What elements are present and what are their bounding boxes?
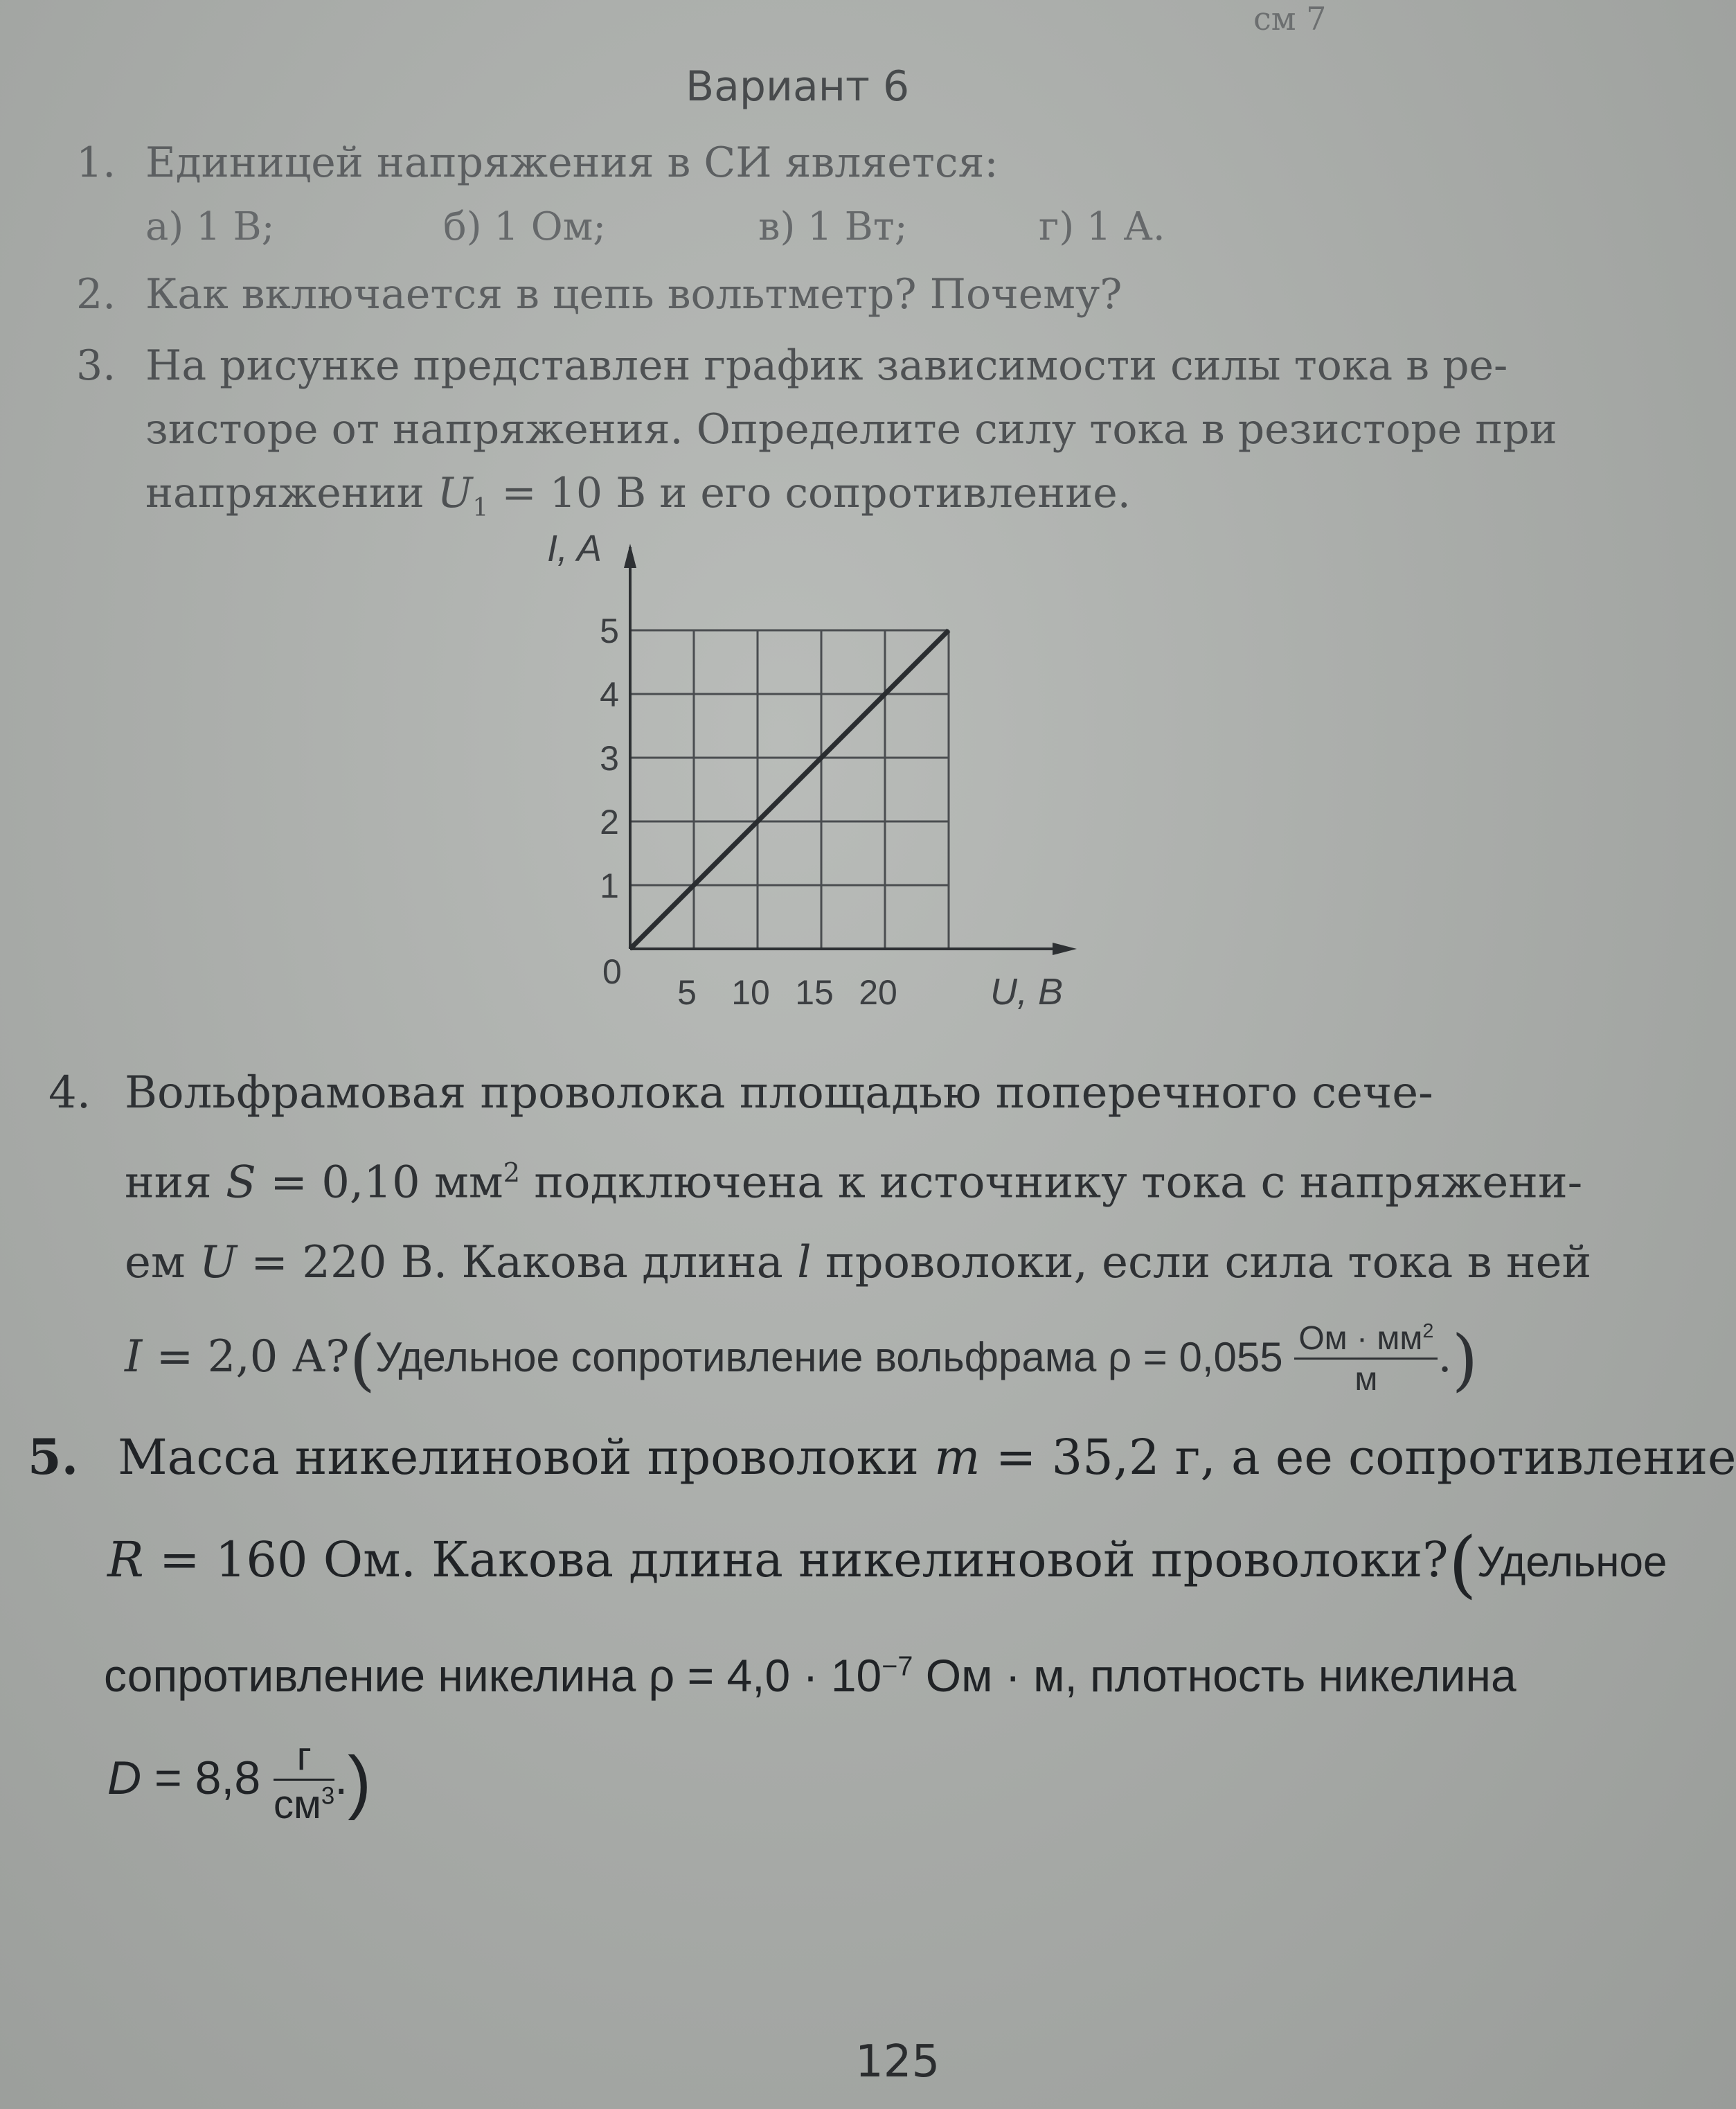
- variable-u: U: [199, 1237, 237, 1289]
- question-text: Единицей напряжения в СИ является:: [145, 139, 999, 187]
- y-axis-label: I, A: [547, 528, 602, 569]
- text-fragment: .: [1438, 1331, 1452, 1383]
- text-fragment: = 2,0 А?: [142, 1331, 350, 1383]
- fraction-denominator: см: [274, 1781, 321, 1827]
- open-paren: (: [1448, 1522, 1477, 1606]
- variant-title: Вариант 6: [686, 62, 910, 111]
- question-text-fragment: = 10 В и его сопротивление.: [488, 469, 1131, 517]
- x-tick-label: 10: [731, 973, 770, 1012]
- question-number: 4.: [48, 1067, 91, 1119]
- variable-l: l: [797, 1237, 812, 1289]
- text-fragment: Ом · м, плотность никелина: [913, 1650, 1516, 1701]
- variable-s: S: [226, 1157, 256, 1209]
- chart-series: [630, 630, 949, 949]
- question-4: [48, 1053, 1591, 1400]
- variable-u: U: [437, 469, 473, 517]
- fraction-numerator: Ом · мм: [1298, 1320, 1423, 1358]
- variable-r: R: [107, 1531, 144, 1588]
- question-2: [76, 270, 1122, 319]
- question-text-fragment: напряжении: [145, 469, 438, 517]
- fraction-denominator: м: [1354, 1360, 1378, 1398]
- question-text-line: зисторе от напряжения. Определите силу тока в резисторе при: [145, 405, 1557, 454]
- text-fragment: .: [334, 1752, 348, 1804]
- option-d: г) 1 А.: [1039, 204, 1165, 249]
- x-tick-label: 20: [859, 973, 897, 1012]
- text-fragment: = 0,10 мм: [256, 1157, 503, 1209]
- page-number: 125: [855, 2036, 940, 2088]
- y-tick-label: 3: [600, 739, 619, 778]
- open-paren: (: [349, 1321, 375, 1399]
- question-number: 5.: [28, 1428, 79, 1486]
- option-c: в) 1 Вт;: [758, 204, 908, 249]
- question-text-line: Вольфрамовая проволока площадью поперечного сече-: [125, 1067, 1433, 1119]
- y-tick-label: 5: [600, 612, 619, 650]
- series-line: [630, 630, 949, 949]
- x-axis-label: U, B: [990, 971, 1064, 1013]
- question-text-line: На рисунке представлен график зависимости силы тока в ре-: [145, 341, 1508, 390]
- variable-d: D: [107, 1752, 142, 1804]
- option-b: б) 1 Ом;: [443, 204, 607, 249]
- superscript: 2: [503, 1157, 521, 1189]
- superscript: 3: [321, 1782, 335, 1810]
- variable-i: I: [125, 1331, 143, 1383]
- origin-label: 0: [602, 952, 622, 991]
- option-a: а) 1 В;: [145, 204, 275, 249]
- subscript: 1: [472, 494, 489, 522]
- superscript: −7: [882, 1651, 913, 1682]
- x-tick-label: 15: [795, 973, 834, 1012]
- text-fragment: ем: [125, 1237, 199, 1289]
- resistivity-unit-fraction: [1294, 1321, 1438, 1399]
- question-number: 3.: [76, 341, 116, 390]
- close-paren: ): [1451, 1321, 1478, 1399]
- page-corner-text: см 7: [1253, 0, 1327, 37]
- question-number: 2.: [76, 270, 116, 319]
- text-fragment: подключена к источнику тока с напряжени-: [520, 1157, 1583, 1209]
- chart-ticks: [600, 612, 897, 1012]
- chart-axes: [624, 544, 1077, 955]
- y-tick-label: 4: [600, 675, 619, 714]
- text-fragment: Удельное: [1476, 1538, 1667, 1586]
- question-1: [76, 139, 999, 187]
- text-fragment: Удельное сопротивление вольфрама ρ = 0,055: [375, 1334, 1295, 1381]
- question-number: 1.: [76, 139, 116, 187]
- current-voltage-chart: [526, 513, 1094, 1011]
- density-unit-fraction: [274, 1734, 334, 1828]
- y-tick-label: 1: [600, 866, 619, 905]
- y-tick-label: 2: [600, 803, 619, 842]
- question-text: Как включается в цепь вольтметр? Почему?: [145, 270, 1122, 319]
- text-fragment: проволоки, если сила тока в ней: [811, 1237, 1592, 1289]
- superscript: 2: [1422, 1320, 1434, 1343]
- text-fragment: Масса никелиновой проволоки: [118, 1429, 935, 1486]
- text-fragment: = 160 Ом. Какова длина никелиновой проволоки?: [143, 1531, 1449, 1588]
- text-fragment: = 35,2 г, а ее сопротивление: [980, 1429, 1736, 1486]
- x-tick-label: 5: [677, 973, 697, 1012]
- variable-m: m: [934, 1429, 981, 1486]
- text-fragment: ния: [125, 1157, 226, 1209]
- close-paren: ): [348, 1742, 372, 1822]
- text-fragment: = 220 В. Какова длина: [236, 1237, 798, 1289]
- y-axis-arrow: [624, 544, 636, 568]
- text-fragment: сопротивление никелина ρ = 4,0 · 10: [104, 1650, 882, 1701]
- question-5: [28, 1406, 1736, 1833]
- question-3: [76, 334, 1557, 540]
- text-fragment: = 8,8: [141, 1752, 274, 1804]
- x-axis-arrow: [1053, 943, 1077, 955]
- fraction-numerator: г: [274, 1734, 334, 1781]
